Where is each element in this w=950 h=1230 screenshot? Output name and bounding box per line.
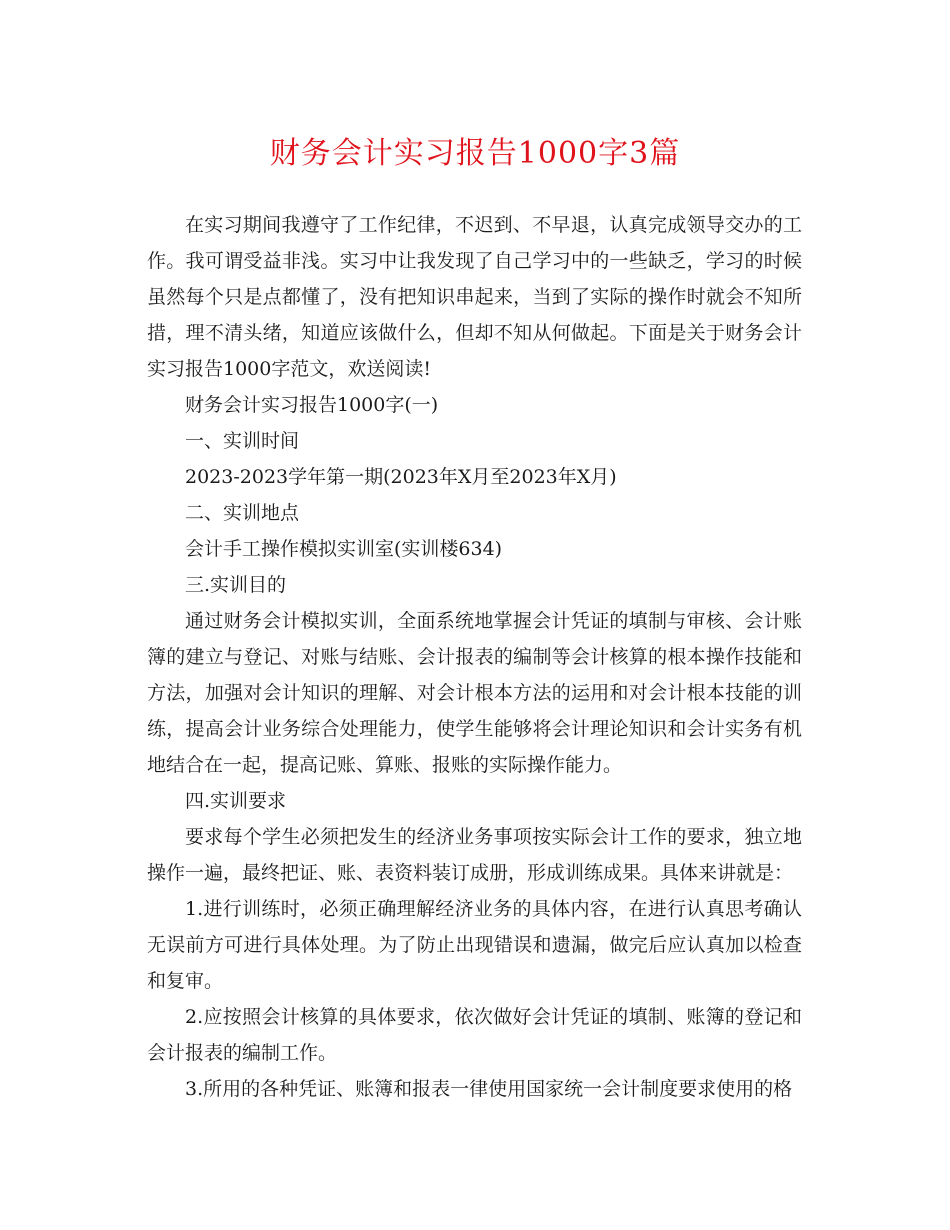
requirement-item-2: 2.应按照会计核算的具体要求，依次做好会计凭证的填制、账簿的登记和会计报表的编制工作。	[147, 1006, 802, 1064]
intro-paragraph: 在实习期间我遵守了工作纪律，不迟到、不早退，认真完成领导交办的工作。我可谓受益非浅。实习中让我发现了自己学习中的一些缺乏，学习的时候虽然每个只是点都懂了，没有把知识串起来，当到了实际的操作时就会不知所措，理不清头绪，知道应该做什么，但却不知从何做起。下面是关于财务会计实习报告1000字范文，欢送阅读!	[147, 214, 802, 380]
section-text-time: 2023-2023学年第一期(2023年X月至2023年X月)	[185, 466, 617, 488]
requirement-item-1: 1.进行训练时，必须正确理解经济业务的具体内容，在进行认真思考确认无误前方可进行具体处理。为了防止出现错误和遗漏，做完后应认真加以检查和复审。	[147, 898, 802, 992]
section-heading-location: 二、实训地点	[185, 502, 300, 524]
section-heading-time: 一、实训时间	[185, 430, 300, 452]
section-heading-requirements: 四.实训要求	[185, 790, 287, 812]
report-subtitle: 财务会计实习报告1000字(一)	[185, 394, 439, 416]
document-body	[147, 207, 802, 1107]
section-text-purpose: 通过财务会计模拟实训，全面系统地掌握会计凭证的填制与审核、会计账簿的建立与登记、对账与结账、会计报表的编制等会计核算的根本操作技能和方法，加强对会计知识的理解、对会计根本方法的运用和对会计根本技能的训练，提高会计业务综合处理能力，使学生能够将会计理论知识和会计实务有机地结合在一起，提高记账、算账、报账的实际操作能力。	[147, 610, 802, 776]
section-text-requirements: 要求每个学生必须把发生的经济业务事项按实际会计工作的要求，独立地操作一遍，最终把证、账、表资料装订成册，形成训练成果。具体来讲就是：	[147, 826, 802, 884]
requirement-item-3: 3.所用的各种凭证、账簿和报表一律使用国家统一会计制度要求使用的格	[185, 1078, 793, 1100]
document-title: 财务会计实习报告1000字3篇	[269, 136, 681, 171]
section-heading-purpose: 三.实训目的	[185, 574, 287, 596]
section-text-location: 会计手工操作模拟实训室(实训楼634)	[185, 538, 503, 560]
